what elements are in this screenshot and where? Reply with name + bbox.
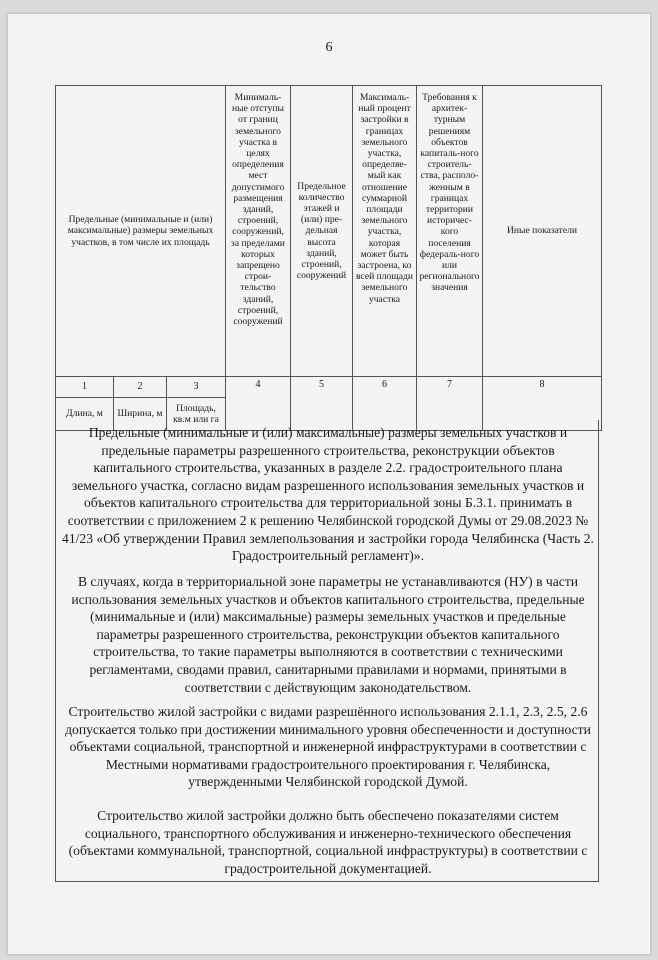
unit-length: Длина, м — [56, 398, 114, 431]
column-number: 3 — [167, 377, 226, 398]
page-number: 6 — [325, 40, 333, 55]
column-number: 4 — [226, 377, 291, 431]
parameters-table — [55, 85, 602, 431]
header-land-plot-sizes: Предельные (минимальные и (или) максимальные) размеры земельных участков, в том числе их площадь — [56, 86, 226, 377]
header-min-setbacks: Минималь-ные отступы от границ земельного участка в целях определения мест допустимого размещения зданий, строений, сооружений, за пределами которых запрещено строи-тельство зданий, строений, сооружений — [226, 86, 291, 377]
column-number: 7 — [417, 377, 483, 431]
header-architectural-requirements: Требования к архитек-турным решениям объектов капиталь-ного строитель-ства, располо-женным в границах территории историчес-кого поселения федераль-ного или регионального значения — [417, 86, 483, 377]
header-max-coverage: Максималь-ный процент застройки в границах земельного участка, определяе-мый как отношение суммарной площади земельного участка, которая может быть застроена, ко всей площади земельного участка — [353, 86, 417, 377]
column-number: 8 — [483, 377, 602, 431]
paragraph-limits: Предельные (минимальные и (или) максимальные) размеры земельных участков и предельные параметры разрешенного строительства, реконструкции объектов капитального строительства, указанных в разделе 2.2. градостроительного плана земельного участка, согласно видам разрешенного использования земельных участков и объектов капитального строительства для территориальной зоны Б.3.1. принимать в соответствии с приложением 2 к решению Челябинской городской Думы от 29.08.2023 № 41/23 «Об утверждении Правил землепользования и застройки города Челябинска (Часть 2. Градостроительный регламент)». — [62, 425, 594, 564]
header-floors-height: Предельное количество этажей и (или) пре-дельная высота зданий, строений, сооружений — [291, 86, 353, 377]
unit-width: Ширина, м — [114, 398, 167, 431]
table-number-row — [56, 377, 602, 398]
paragraph-infrastructure: Строительство жилой застройки должно быть обеспечено показателями систем социального, транспортного обслуживания и инженерно-технического обеспечения (объектами коммунальной, транспортной, социальной инфраструктуры) в соответствии с градостроительной документацией. — [68, 808, 588, 876]
header-other-indicators: Иные показатели — [483, 86, 602, 377]
column-number: 1 — [56, 377, 114, 398]
unit-area: Площадь, кв.м или га — [167, 398, 226, 431]
table-header-row — [56, 86, 602, 377]
column-number: 2 — [114, 377, 167, 398]
paragraph-not-set-parameters: В случаях, когда в территориальной зоне параметры не устанавливаются (НУ) в части использования земельных участков и объектов капитального строительства, предельные (минимальные и (или) максимальные) размеры земельных участков и предельные параметры разрешенного строительства, реконструкции объектов капитального строительства, то такие параметры выполняются в соответствии с техническими регламентами, сводами правил, санитарными правилами и нормами, принятыми в соответствии с действующим законодательством. — [71, 574, 585, 695]
paragraph-residential-construction: Строительство жилой застройки с видами разрешённого использования 2.1.1, 2.3, 2.5, 2.6 допускается только при достижении минимального уровня обеспеченности и доступности объектами социальной, транспортной и инженерной инфраструктурами в соответствии с Местными нормативами градостроительного проектирования г. Челябинска, утвержденными Челябинской городской Думой. — [65, 704, 591, 790]
column-number: 6 — [353, 377, 417, 431]
column-number: 5 — [291, 377, 353, 431]
